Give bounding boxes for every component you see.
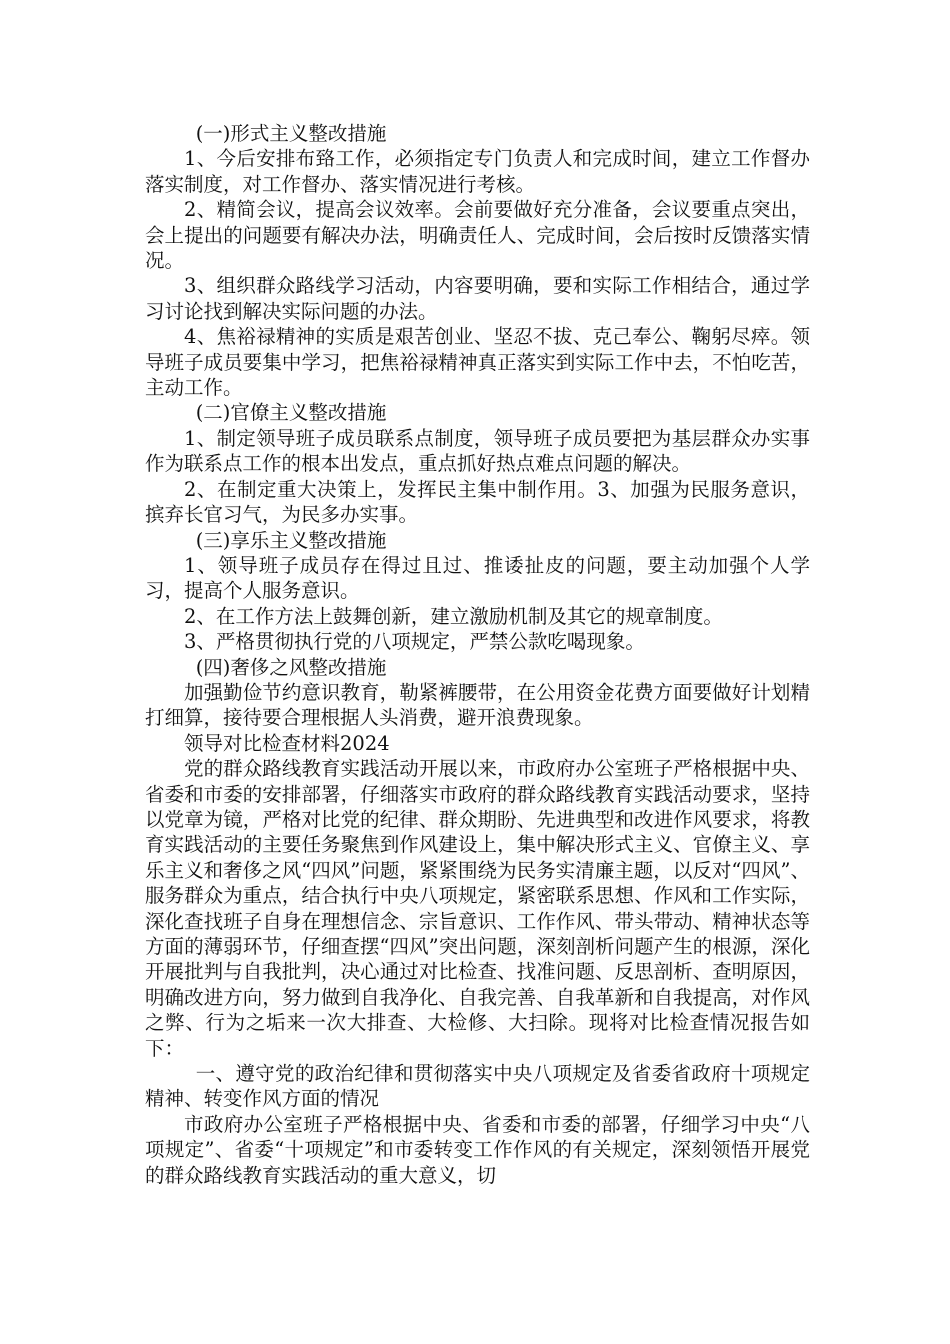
paragraph: 2、在制定重大决策上，发挥民主集中制作用。3、加强为民服务意识，摈弃长官习气，为民多办实事。: [145, 477, 810, 527]
paragraph: 2、在工作方法上鼓舞创新，建立激励机制及其它的规章制度。: [184, 604, 723, 628]
section-heading-one: 一、遵守党的政治纪律和贯彻落实中央八项规定及省委省政府十项规定精神、转变作风方面的情况: [145, 1062, 810, 1111]
paragraph: 党的群众路线教育实践活动开展以来，市政府办公室班子严格根据中央、省委和市委的安排部署，仔细落实市政府的群众路线教育实践活动要求，坚持以党章为镜，严格对比党的纪律、群众期盼、先进典型和改进作风要求，将教育实践活动的主要任务聚焦到作风建设上，集中解决形式主义、官僚主义、享乐主义和奢侈之风“四风”问题，紧紧围绕为民务实清廉主题，以反对“四风”、服务群众为重点，结合执行中央八项规定，紧密联系思想、作风和工作实际，深化查找班子自身在理想信念、宗旨意识、工作作风、带头带动、精神状态等方面的薄弱环节，仔细查摆“四风”突出问题，深刻剖析问题产生的根源，深化开展批判与自我批判，决心通过对比检查、找准问题、反思剖析、查明原因，明确改进方向，努力做到自我净化、自我完善、自我革新和自我提高，对作风之弊、行为之垢来一次大排查、大检修、大扫除。现将对比检查情况报告如下：: [145, 757, 810, 1060]
section-heading-hedonism: (三)享乐主义整改措施: [195, 528, 387, 552]
paragraph: 2、精简会议，提高会议效率。会前要做好充分准备，会议要重点突出，会上提出的问题要有解决办法，明确责任人、完成时间，会后按时反馈落实情况。: [145, 198, 810, 273]
paragraph: 4、焦裕禄精神的实质是艰苦创业、坚忍不拔、克己奉公、鞠躬尽瘁。领导班子成员要集中学习，把焦裕禄精神真正落实到实际工作中去，不怕吃苦，主动工作。: [145, 325, 810, 400]
paragraph: 3、严格贯彻执行党的八项规定，严禁公款吃喝现象。: [184, 630, 645, 654]
section-heading-extravagance: (四)奢侈之风整改措施: [195, 655, 387, 679]
paragraph: 市政府办公室班子严格根据中央、省委和市委的部署，仔细学习中央“八项规定”、省委“十项规定”和市委转变工作作风的有关规定，深刻领悟开展党的群众路线教育实践活动的重大意义，切: [145, 1112, 810, 1187]
section-heading-formalism: (一)形式主义整改措施: [195, 122, 387, 145]
paragraph: 1、领导班子成员存在得过且过、推诿扯皮的问题，要主动加强个人学习，提高个人服务意识。: [145, 553, 810, 603]
paragraph: 1、今后安排布臵工作，必须指定专门负责人和完成时间，建立工作督办落实制度，对工作督办、落实情况进行考核。: [145, 147, 810, 196]
document-body: [145, 121, 810, 1188]
document-title: 领导对比检查材料2024: [184, 731, 390, 755]
paragraph: 3、组织群众路线学习活动，内容要明确，要和实际工作相结合，通过学习讨论找到解决实际问题的办法。: [145, 274, 810, 323]
section-heading-bureaucracy: (二)官僚主义整改措施: [195, 401, 387, 425]
paragraph: 加强勤俭节约意识教育，勒紧裤腰带，在公用资金花费方面要做好计划精打细算，接待要合理根据人头消费，避开浪费现象。: [145, 680, 810, 730]
paragraph: 1、制定领导班子成员联系点制度，领导班子成员要把为基层群众办实事作为联系点工作的根本出发点，重点抓好热点难点问题的解决。: [145, 426, 810, 476]
